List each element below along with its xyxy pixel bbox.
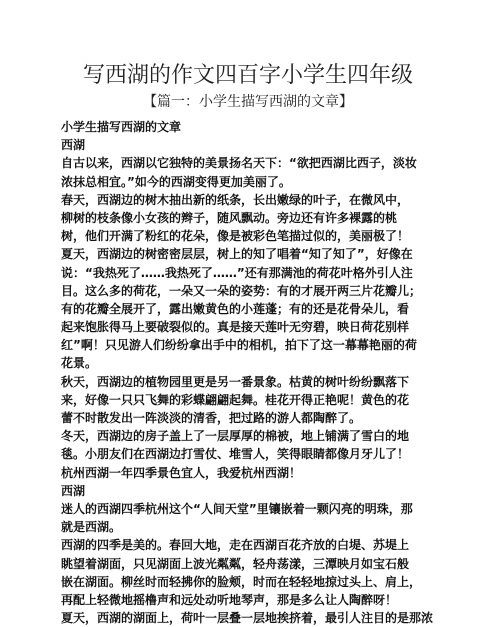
body-line: 迷人的西湖四季杭州这个“人间天堂”里镶嵌着一颗闪亮的明珠，那 xyxy=(61,501,413,516)
body-line: 冬天，西湖边的房子盖上了一层厚厚的棉被，地上铺满了雪白的地 xyxy=(61,429,410,444)
document-body xyxy=(61,118,495,627)
body-line: 浓抹总相宜。”如今的西湖变得更加美丽了。 xyxy=(61,174,291,189)
body-line: 夏天，西湖的湖面上，荷叶一层叠一层地挨挤着，最引人注目的是那浓 xyxy=(61,611,434,626)
body-line: 毯。小朋友们在西湖边打雪仗、堆雪人，笑得眼睛都像月牙儿了！ xyxy=(61,447,410,462)
body-line: 树，他们开满了粉红的花朵，像是被彩色笔描过似的，美丽极了！ xyxy=(61,229,410,244)
body-line: 红”啊！只见游人们纷纷拿出手中的相机，拍下了这一幕幕艳丽的荷 xyxy=(61,338,417,353)
body-line: 目。这么多的荷花，一朵又一朵的姿势：有的才展开两三片花瓣儿； xyxy=(61,283,422,298)
document-title: 写西湖的作文四百字小学生四年级 xyxy=(82,63,413,88)
body-line: 杭州西湖一年四季景色宜人，我爱杭州西湖！ xyxy=(61,465,302,480)
body-line: 起来饱胀得马上要破裂似的。真是接天莲叶无穷碧，映日荷花别样 xyxy=(61,320,410,335)
body-line: 秋天，西湖边的植物园里更是另一番景象。枯黄的树叶纷纷飘落下 xyxy=(61,374,410,389)
body-line: 春天，西湖边的树木抽出新的纸条，长出嫩绿的叶子，在微风中， xyxy=(61,192,410,207)
body-line: 西湖 xyxy=(61,483,86,498)
document-subtitle: 【篇一：小学生描写西湖的文章】 xyxy=(143,94,353,110)
body-line: 西湖的四季是美的。春回大地，走在西湖百花齐放的白堤、苏堤上 xyxy=(61,538,410,553)
body-line: 就是西湖。 xyxy=(61,520,122,535)
body-line: 眺望着湖面，只见湖面上波光粼粼，轻舟荡漾，三潭映月如宝石般 xyxy=(61,556,410,571)
body-line: 说：“我热死了……我热死了……”还有那满池的荷花叶格外引人注 xyxy=(61,265,413,280)
body-line: 嵌在湖面。柳丝时而轻拂你的脸颊，时而在轻轻地掠过头上、肩上， xyxy=(61,574,422,589)
body-line: 蕾不时散发出一阵淡淡的清香，把过路的游人都陶醉了。 xyxy=(61,411,362,425)
body-line: 自古以来，西湖以它独特的美景扬名天下：“欲把西湖比西子，淡妆 xyxy=(61,156,417,171)
body-line: 西湖 xyxy=(61,138,86,153)
body-line: 小学生描写西湖的文章 xyxy=(61,120,182,134)
body-line: 来，好像一只只飞舞的彩蝶翩翩起舞。桂花开得正艳呢！黄色的花 xyxy=(61,392,410,407)
body-line: 柳树的枝条像小女孩的辫子，随风飘动。旁边还有许多裸露的桃 xyxy=(61,210,398,225)
body-line: 夏天，西湖边的树密密层层，树上的知了唱着“知了知了”，好像在 xyxy=(61,247,413,262)
body-line: 花景。 xyxy=(61,356,98,371)
body-line: 有的花瓣全展开了，露出嫩黄色的小莲蓬；有的还是花骨朵儿，看 xyxy=(61,301,410,316)
body-line: 再配上轻微地摇橹声和远处动听地琴声，那是多么让人陶醉呀！ xyxy=(61,592,398,607)
